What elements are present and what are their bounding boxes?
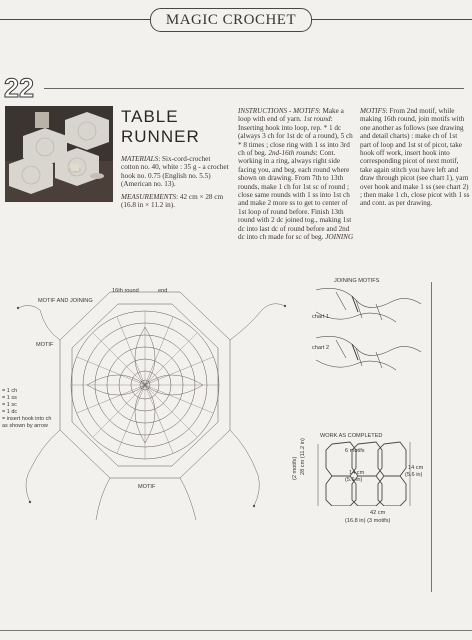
pattern-number: 22: [4, 73, 35, 103]
number-rule: [44, 88, 464, 89]
instructions-text-3: : Cont. working in a ring, always right side facing you, and beg. each round where shown on drawing. From 7th to 13th rounds, make 1 ch for 1st sc of round ; close same rounds with 1 ss into 1st ch and make 2 more ss to get to center of 1st loop of round before. Finish 13th round with 2 dc joined tog., making 1st dc into last dc of round before and 2nd dc into ch made for sc of beg.: [238, 149, 352, 242]
legend-item: = 1 sc: [2, 402, 17, 408]
footer-rule: [0, 630, 472, 631]
dim-42-sub-label: (16.8 in) (3 motifs): [345, 518, 391, 524]
dim-14-right: 14 cm: [408, 465, 424, 471]
magazine-title: MAGIC CROCHET: [165, 11, 297, 28]
dim-28-label: 28 cm (11.2 in): [300, 438, 306, 475]
legend-item: = 1 ch: [2, 388, 18, 394]
materials-label: MATERIALS: [121, 155, 159, 163]
dim-2motifs-label: (2 motifs): [292, 456, 298, 480]
title-line-2: RUNNER: [121, 127, 200, 146]
instructions-column: [238, 107, 356, 242]
measurements-label: MEASUREMENTS: [121, 192, 177, 201]
joining-charts: [296, 282, 426, 382]
round16-label: 16th round: [112, 288, 139, 294]
joining-motifs-heading: JOINING MOTIFS: [334, 278, 380, 284]
table-runner-photo: [5, 106, 113, 202]
motif-bottom-label: MOTIF: [138, 484, 156, 490]
chart2-label: chart 2: [312, 345, 330, 351]
instructions-text-1: : Make a loop with end of yarn.: [238, 107, 344, 124]
completed-schematic: [296, 436, 436, 506]
round2-label: 2nd-16th rounds: [268, 149, 316, 158]
pattern-number-row: [4, 74, 464, 102]
instructions-label: INSTRUCTIONS - MOTIFS: [238, 107, 319, 115]
photo-illustration: [5, 106, 113, 202]
title-line-1: TABLE: [121, 107, 179, 126]
joining-charts-drawing: [296, 282, 426, 382]
materials-column: [121, 155, 229, 209]
legend-item: = 1 dc: [2, 409, 18, 415]
pattern-title: [121, 107, 231, 147]
motifs-label: MOTIFS: [360, 107, 386, 115]
joining-label: JOINING: [325, 233, 354, 242]
side-rule: [431, 282, 432, 592]
legend-item: = 1 ss: [2, 395, 17, 401]
dim-14-center: 14 cm: [349, 470, 365, 476]
dim-14-center-in: (5.6 in): [345, 477, 363, 483]
round1-label: 1st round: [303, 115, 331, 124]
instructions-text-2: : Inserting hook into loop, rep. * 1 dc (always 3 ch for 1st dc of a round), 5 ch * 8 times ; close ring with 1 ss into 3rd ch of beg.: [238, 115, 353, 158]
motif-label: MOTIF: [36, 342, 54, 348]
dim-42-label: 42 cm: [370, 510, 386, 516]
materials-text: : Six-cord-crochet cotton no. 40, white : 35 g - a crochet hook no. 0.75 (English no. 5.5) (American no. 13).: [121, 155, 229, 189]
motif-joining-label: MOTIF AND JOINING: [38, 298, 93, 304]
measurements-text: : 42 cm × 28 cm (16.8 in × 11.2 in).: [121, 192, 224, 210]
motifs-text: : From 2nd motif, while making 16th round, join motifs with one another as follows (see drawing and detail charts) : make ch of 1st part of loop and 1st st of picot, take hook off work, insert hook into corresponding picot of next motif, take again stitch you have left and draw through picot (see chart 1), yarn over hook and make 1 ss (see chart 2) ; then make 1 ch, close picot with 1 ss and cont. as per drawing.: [360, 107, 470, 208]
work-completed-heading: WORK AS COMPLETED: [320, 433, 383, 439]
motifs-column: [360, 107, 470, 208]
symbol-legend: [2, 388, 52, 430]
end-label: end: [158, 288, 168, 294]
page-header: [150, 8, 312, 32]
legend-note: = insert hook into ch as shown by arrow: [2, 416, 52, 429]
six-motifs-label: 6 motifs: [345, 448, 365, 454]
chart1-label: chart 1: [312, 314, 330, 320]
dim-14-right-in: (5.6 in): [405, 472, 423, 478]
